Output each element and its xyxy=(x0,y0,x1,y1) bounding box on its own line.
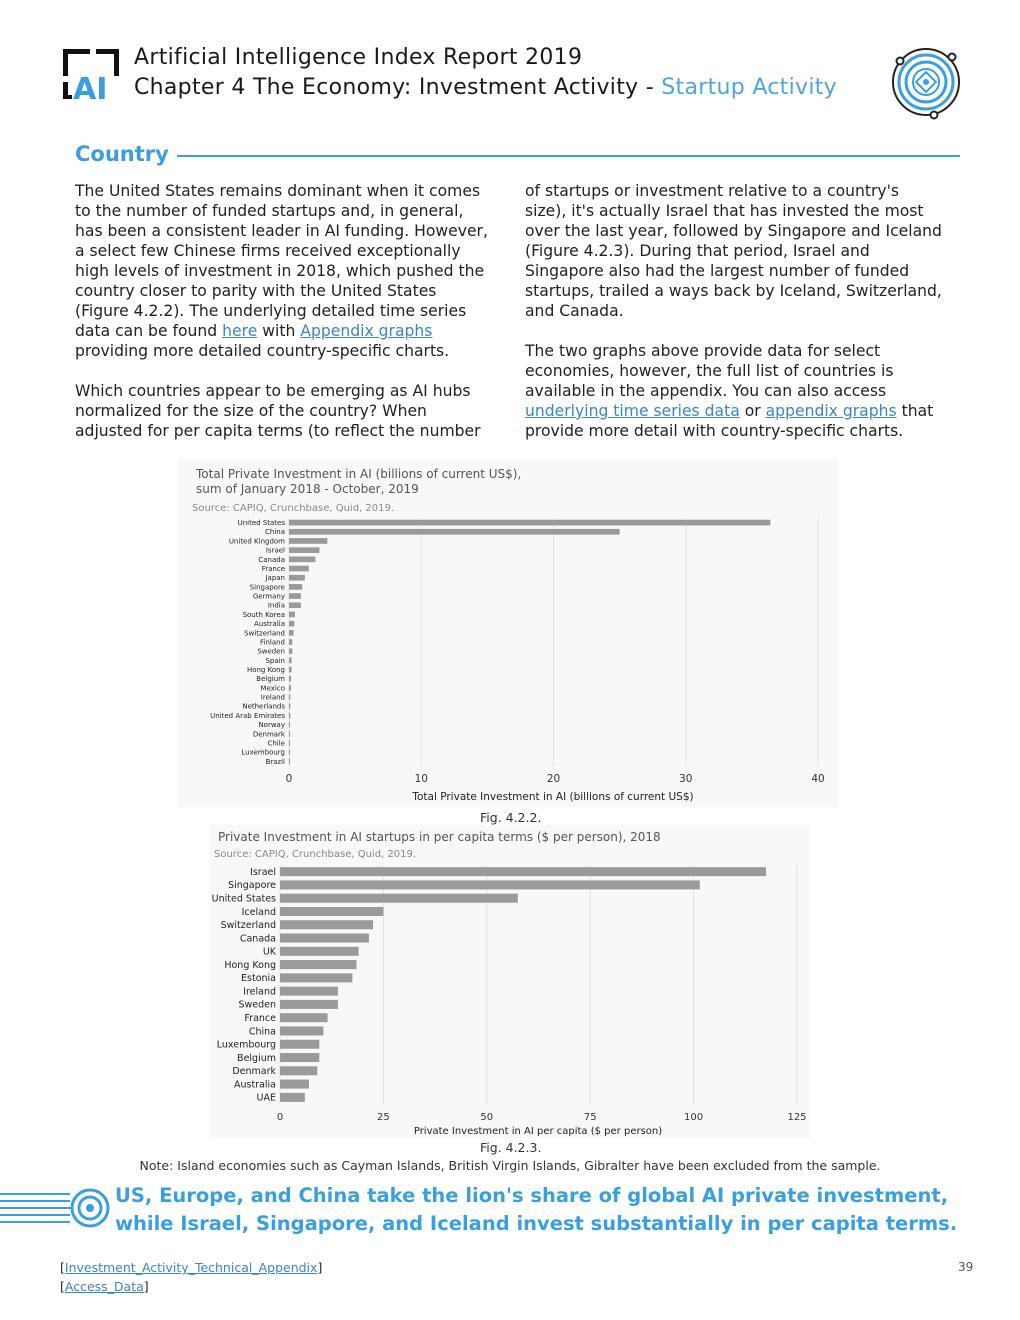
chart-bar xyxy=(289,556,315,562)
figure-caption-2: Fig. 4.2.3. xyxy=(480,1140,542,1155)
chart-bar xyxy=(289,630,294,636)
chapter-title xyxy=(134,75,837,100)
chart-bar xyxy=(280,987,338,996)
chart-x-tick-label: 30 xyxy=(679,773,693,785)
paragraph-text: that provide more detail with country-specific charts. xyxy=(525,402,934,440)
chart-category-label: Japan xyxy=(265,574,285,583)
chart-category-label: Hong Kong xyxy=(224,959,276,971)
chart-category-label: Luxembourg xyxy=(241,748,285,757)
chart-x-tick-label: 100 xyxy=(684,1112,704,1123)
paragraph-text: providing more detailed country-specific charts. xyxy=(75,342,450,360)
chart-bar xyxy=(280,1080,309,1089)
section-divider xyxy=(177,155,960,157)
link-access-data[interactable]: Access_Data xyxy=(64,1279,144,1294)
globe-badge-icon xyxy=(888,44,964,120)
target-circuit-icon xyxy=(0,1186,112,1232)
chart-category-label: India xyxy=(267,601,285,610)
chart-category-label: China xyxy=(248,1026,276,1038)
chart-category-label: Australia xyxy=(254,620,285,629)
chart-bar xyxy=(280,920,373,929)
chart-category-label: United States xyxy=(237,519,285,528)
chart-bar xyxy=(280,1000,338,1009)
chart-category-label: Israel xyxy=(250,866,276,878)
chart-bar xyxy=(289,621,294,627)
chart-bar xyxy=(289,584,302,590)
figure-note: Note: Island economies such as Cayman Islands, British Virgin Islands, Gibralter have been excluded from the sample. xyxy=(139,1158,881,1173)
chart-subtitle: sum of January 2018 - October, 2019 xyxy=(196,482,419,496)
chart-bar xyxy=(289,639,292,645)
chart-bar xyxy=(289,529,620,535)
chart-bar xyxy=(289,749,290,755)
chart-category-label: United Kingdom xyxy=(228,537,285,546)
paragraph-text: The two graphs above provide data for select economies, however, the full list of countries is available in the appendix. You can also access xyxy=(525,342,894,400)
chart-category-label: Sweden xyxy=(257,647,285,656)
chart-title: Total Private Investment in AI (billions of current US$), xyxy=(196,467,522,481)
chart-x-axis-label: Total Private Investment in AI (billions of current US$) xyxy=(412,791,694,803)
chart-category-label: Belgium xyxy=(256,675,285,684)
chart-bar xyxy=(280,1066,317,1075)
chart-category-label: Canada xyxy=(258,555,285,564)
chart-category-label: Estonia xyxy=(241,973,276,985)
chart-bar xyxy=(280,1026,323,1035)
chart-bar xyxy=(289,676,291,682)
chart-bar xyxy=(289,703,290,709)
chart-bar xyxy=(289,612,295,618)
chart-x-tick-label: 50 xyxy=(480,1112,494,1123)
chart-bar xyxy=(289,685,291,691)
chart-bar xyxy=(280,867,766,876)
chart-category-label: Singapore xyxy=(228,880,276,892)
chart-bar xyxy=(280,960,357,969)
chart-category-label: Australia xyxy=(233,1079,276,1091)
paragraph-appendix xyxy=(525,341,945,441)
chart-x-tick-label: 125 xyxy=(787,1112,807,1123)
footer-link-access-data: [Access_Data] xyxy=(60,1279,149,1294)
chart-bar xyxy=(289,602,301,608)
figure-caption-1: Fig. 4.2.2. xyxy=(480,810,542,825)
chart-bar xyxy=(280,934,369,943)
chart-x-tick-label: 20 xyxy=(546,773,561,785)
chart-category-label: China xyxy=(265,528,285,537)
chart-x-tick-label: 40 xyxy=(811,773,825,785)
chart-category-label: UAE xyxy=(256,1092,276,1104)
paragraph-text: with xyxy=(257,322,301,340)
chart-x-tick-label: 25 xyxy=(377,1112,390,1123)
chart-bar xyxy=(289,740,290,746)
chart-bar xyxy=(280,880,700,889)
chart-category-label: Ireland xyxy=(243,986,276,998)
chart-bar xyxy=(280,1093,305,1102)
chart-source: Source: CAPIQ, Crunchbase, Quid, 2019. xyxy=(192,503,395,514)
chart-category-label: Iceland xyxy=(241,906,276,918)
chart-category-label: Spain xyxy=(265,656,285,665)
page-number: 39 xyxy=(958,1260,974,1274)
paragraph-text: The United States remains dominant when it comes to the number of funded startups and, in general, has been a consistent leader in AI funding. However, a select few Chinese firms received exceptionally high levels of investment in 2018, which pushed the country closer to parity with the United States (Figure 4.2.2). The underlying detailed time series data can be found xyxy=(75,182,488,340)
chart-bar xyxy=(289,538,327,544)
chart-x-tick-label: 10 xyxy=(414,773,428,785)
svg-text:AI: AI xyxy=(73,72,108,102)
chart-category-label: Israel xyxy=(265,546,285,555)
chart-category-label: Hong Kong xyxy=(246,666,285,675)
chart-category-label: United States xyxy=(211,893,276,905)
chart-bar xyxy=(289,759,290,765)
chart-category-label: France xyxy=(261,564,285,573)
paragraph-text: or xyxy=(739,402,766,420)
paragraph-hubs-continued: of startups or investment relative to a country's size), it's actually Israel that has invested the most over the last year, followed by Singapore and Iceland (Figure 4.2.3). During that period, Israel and Singapore also had the largest number of funded startups, trailed a ways back by Iceland, Switzerland, and Canada. xyxy=(525,182,942,320)
chart-bar xyxy=(289,713,290,719)
chart-x-tick-label: 75 xyxy=(583,1112,597,1123)
link-technical-appendix[interactable]: Investment_Activity_Technical_Appendix xyxy=(64,1260,318,1275)
chart-x-axis-label: Private Investment in AI per capita ($ per person) xyxy=(413,1126,663,1137)
chart-category-label: Mexico xyxy=(260,684,285,693)
chart-title: Private Investment in AI startups in per capita terms ($ per person), 2018 xyxy=(218,830,661,844)
chart-bar xyxy=(289,658,292,664)
paragraph-hubs-start: Which countries appear to be emerging as AI hubs normalized for the size of the country? When adjusted for per capita terms (to reflect the number xyxy=(75,382,481,440)
chart-bar xyxy=(289,667,292,673)
footer-link-technical-appendix: [Investment_Activity_Technical_Appendix] xyxy=(60,1260,323,1275)
chart-category-label: Switzerland xyxy=(220,920,276,932)
section-title: Country xyxy=(75,142,169,166)
chart-bar xyxy=(280,973,352,982)
chart-bar xyxy=(280,894,518,903)
chart-category-label: Ireland xyxy=(260,693,285,702)
chapter-title-accent: Startup Activity xyxy=(661,75,837,100)
link-appendix-graphs-2[interactable]: appendix graphs xyxy=(765,402,897,420)
chart-category-label: Germany xyxy=(252,592,285,601)
key-takeaway: US, Europe, and China take the lion's share of global AI private investment, while Israel, Singapore, and Iceland invest substantially in per capita terms. xyxy=(115,1184,958,1235)
chart-category-label: Singapore xyxy=(249,583,285,592)
chart-total-investment xyxy=(178,459,838,807)
chart-category-label: Denmark xyxy=(252,730,285,739)
chart-bar xyxy=(280,907,383,916)
paragraph-intro xyxy=(75,181,495,361)
chart-category-label: Chile xyxy=(267,739,285,748)
chart-bar xyxy=(289,547,319,553)
chart-bar xyxy=(280,947,359,956)
chapter-title-prefix: Chapter 4 The Economy: Investment Activity - xyxy=(134,75,662,100)
ai-index-logo-icon xyxy=(60,46,122,102)
chart-bar xyxy=(289,694,290,700)
text-column-right xyxy=(525,181,945,461)
chart-bar xyxy=(280,1013,328,1022)
chart-category-label: Norway xyxy=(258,721,285,730)
chart-bar xyxy=(289,575,305,581)
chart-bar xyxy=(289,731,290,737)
chart-category-label: Sweden xyxy=(238,999,276,1011)
chart-bar xyxy=(289,593,301,599)
chart-category-label: United Arab Emirates xyxy=(210,711,285,720)
link-here[interactable]: here xyxy=(222,322,258,340)
chart-bar xyxy=(280,1053,319,1062)
chart-bar xyxy=(289,722,290,728)
chart-per-capita-investment xyxy=(210,825,810,1138)
chart-category-label: Denmark xyxy=(232,1066,276,1078)
chart-bar xyxy=(289,566,309,572)
report-title: Artificial Intelligence Index Report 2019 xyxy=(134,45,583,70)
chart-category-label: UK xyxy=(262,946,276,958)
chart-category-label: Finland xyxy=(259,638,285,647)
text-column-left xyxy=(75,181,495,461)
chart-category-label: Switzerland xyxy=(244,629,285,638)
chart-category-label: France xyxy=(244,1013,276,1025)
chart-category-label: Brazil xyxy=(265,757,285,766)
chart-source: Source: CAPIQ, Crunchbase, Quid, 2019. xyxy=(214,849,417,860)
chart-x-tick-label: 0 xyxy=(285,773,293,785)
chart-category-label: Belgium xyxy=(237,1052,276,1064)
chart-bar xyxy=(280,1040,319,1049)
link-underlying-time-series-data[interactable]: underlying time series data xyxy=(525,402,740,420)
chart-category-label: Luxembourg xyxy=(216,1039,276,1051)
chart-x-tick-label: 0 xyxy=(276,1112,284,1123)
chart-category-label: Netherlands xyxy=(242,702,285,711)
link-appendix-graphs[interactable]: Appendix graphs xyxy=(300,322,433,340)
chart-bar xyxy=(289,648,292,654)
chart-category-label: Canada xyxy=(239,933,276,945)
chart-bar xyxy=(289,520,770,526)
chart-category-label: South Korea xyxy=(242,610,285,619)
